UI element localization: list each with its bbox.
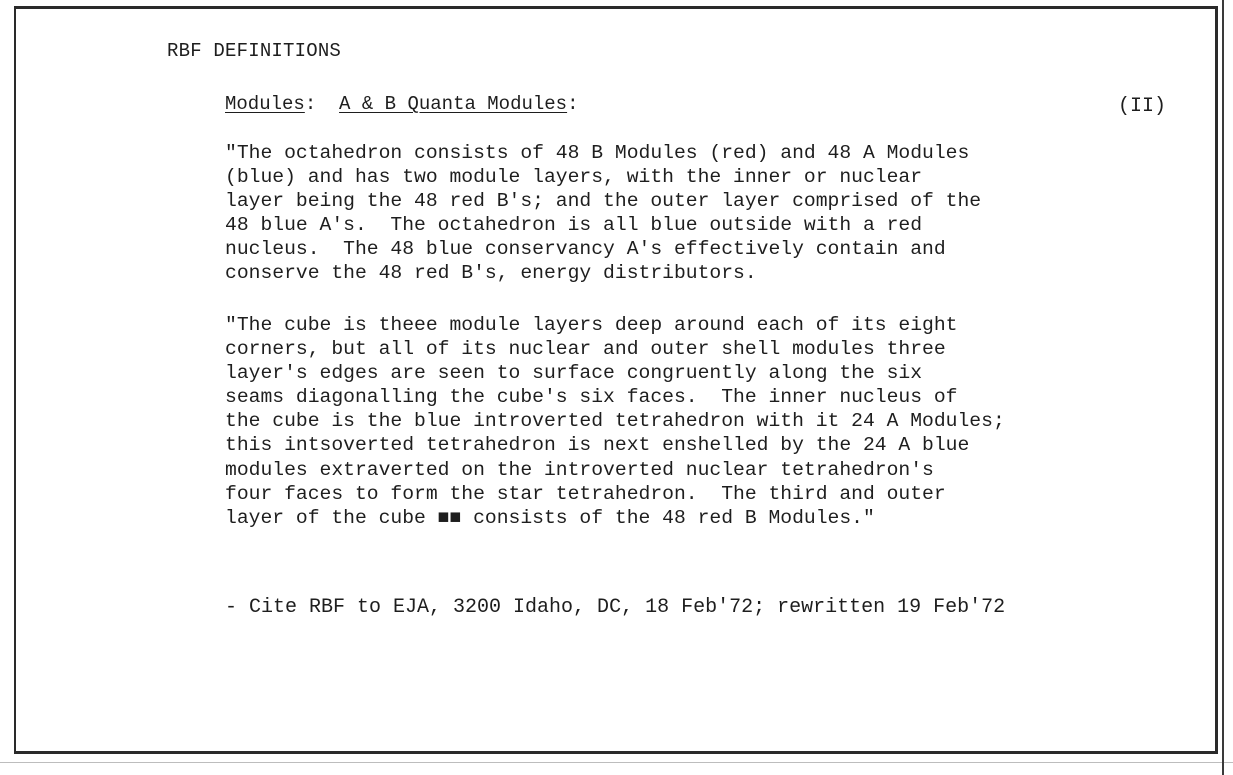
subtitle-separator: :	[304, 93, 340, 115]
text-line: modules extraverted on the introverted nuclear tetrahedron's	[225, 458, 934, 481]
text-line: corners, but all of its nuclear and outer shell modules three	[225, 338, 946, 361]
text-line: layer's edges are seen to surface congruently along the six	[225, 362, 923, 385]
text-line: nucleus. The 48 blue conservancy A's effectively contain and	[225, 238, 946, 261]
text-line: layer being the 48 red B's; and the outer layer comprised of the	[225, 190, 982, 213]
text-line: seams diagonalling the cube's six faces. The inner nucleus of	[225, 386, 958, 409]
text-line: "The cube is theee module layers deep around each of its eight	[225, 314, 958, 336]
text-line: layer of the cube ■■ consists of the 48 red B Modules."	[225, 506, 875, 529]
text-line: conserve the 48 red B's, energy distributors.	[225, 262, 757, 285]
octahedron-paragraph	[225, 141, 981, 286]
text-line: four faces to form the star tetrahedron. The third and outer	[225, 482, 946, 505]
text-line: the cube is the blue introverted tetrahedron with it 24 A Modules;	[225, 410, 1005, 433]
subtitle-colon: :	[567, 93, 579, 115]
text-line: "The octahedron consists of 48 B Modules (red) and 48 A Modules	[225, 142, 970, 164]
page-title: RBF DEFINITIONS	[167, 40, 342, 62]
volume-number: (II)	[1118, 95, 1167, 118]
quanta-modules-label: A & B Quanta Modules	[339, 93, 568, 115]
scan-edge-bottom	[0, 762, 1233, 763]
scan-edge-right	[1222, 0, 1224, 775]
text-line: 48 blue A's. The octahedron is all blue outside with a red	[225, 214, 923, 237]
entry-subtitle	[225, 93, 579, 115]
citation: - Cite RBF to EJA, 3200 Idaho, DC, 18 Feb'72; rewritten 19 Feb'72	[225, 596, 1006, 619]
cube-paragraph	[225, 313, 1005, 530]
text-line: (blue) and has two module layers, with the inner or nuclear	[225, 166, 923, 189]
modules-label: Modules	[225, 93, 305, 115]
text-line: this intsoverted tetrahedron is next enshelled by the 24 A blue	[225, 434, 970, 457]
